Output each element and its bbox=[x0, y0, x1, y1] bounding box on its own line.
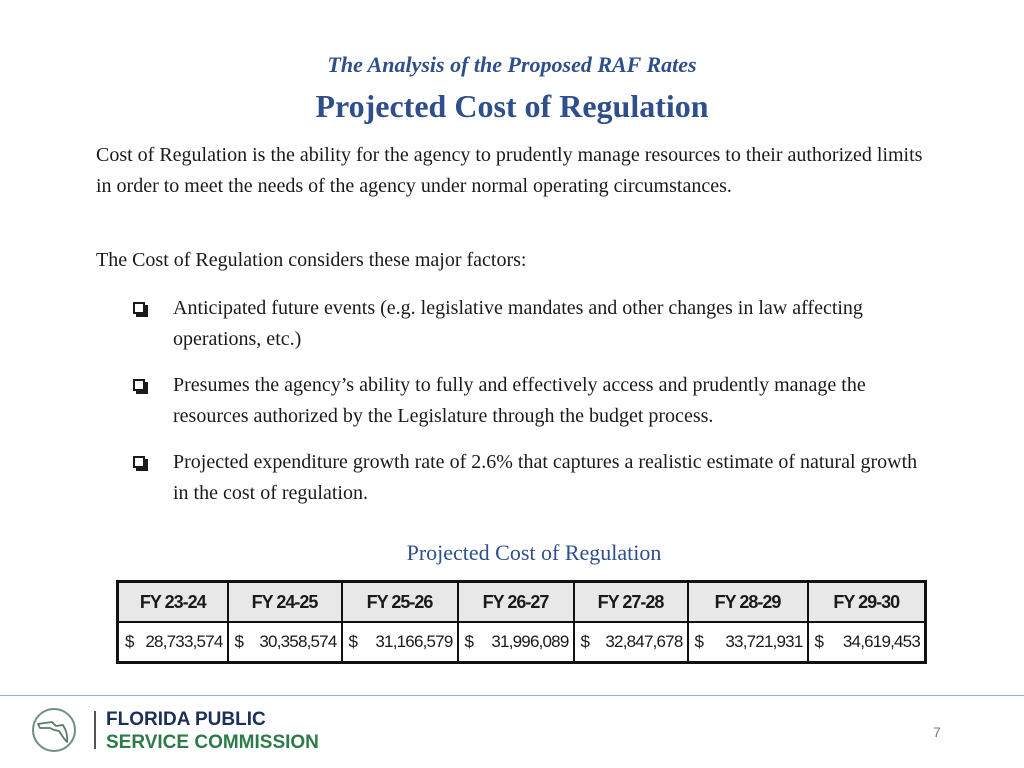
checkbox-bullet-icon bbox=[133, 379, 145, 391]
bullet-text: Projected expenditure growth rate of 2.6% that captures a realistic estimate of natural growth in the cost of regulation. bbox=[173, 451, 918, 504]
table-header-cell: FY 26-27 bbox=[458, 582, 574, 623]
table-cell bbox=[808, 622, 926, 663]
currency-symbol: $ bbox=[348, 632, 358, 651]
factors-heading: The Cost of Regulation considers these major factors: bbox=[96, 249, 527, 271]
bullet-text: Anticipated future events (e.g. legislative mandates and other changes in law affecting operations, etc.) bbox=[173, 297, 863, 350]
checkbox-bullet-icon bbox=[133, 456, 145, 468]
org-name-line2: SERVICE COMMISSION bbox=[106, 732, 319, 753]
table-cell bbox=[688, 622, 808, 663]
slide-title: Projected Cost of Regulation bbox=[315, 88, 709, 124]
bullet-text: Presumes the agency’s ability to fully and effectively access and prudently manage the resources authorized by the Legislature through the budget process. bbox=[173, 374, 866, 427]
table-header-cell: FY 25-26 bbox=[342, 582, 458, 623]
table-header-cell: FY 27-28 bbox=[574, 582, 688, 623]
cost-value: 30,358,574 bbox=[259, 632, 337, 651]
checkbox-bullet-icon bbox=[133, 302, 145, 314]
currency-symbol: $ bbox=[464, 632, 474, 651]
table-header-row bbox=[118, 582, 926, 623]
cost-value: 28,733,574 bbox=[145, 632, 223, 651]
table-header-cell: FY 24-25 bbox=[228, 582, 342, 623]
table-cell bbox=[342, 622, 458, 663]
logo-divider bbox=[94, 711, 96, 749]
cost-table bbox=[116, 580, 927, 664]
currency-symbol: $ bbox=[125, 632, 134, 651]
table-header-cell: FY 23-24 bbox=[118, 582, 228, 623]
table-cell bbox=[458, 622, 574, 663]
cost-value: 31,996,089 bbox=[491, 632, 569, 651]
cost-value: 32,847,678 bbox=[605, 632, 683, 651]
footer-divider bbox=[0, 695, 1024, 696]
currency-symbol: $ bbox=[694, 632, 704, 651]
florida-psc-logo-icon bbox=[30, 706, 78, 754]
page-number: 7 bbox=[933, 724, 941, 740]
currency-symbol: $ bbox=[234, 632, 244, 651]
slide-subtitle: The Analysis of the Proposed RAF Rates bbox=[327, 52, 697, 77]
table-cell bbox=[228, 622, 342, 663]
currency-symbol: $ bbox=[814, 632, 824, 651]
cost-value: 34,619,453 bbox=[842, 632, 920, 651]
org-name-line1: FLORIDA PUBLIC bbox=[106, 709, 266, 730]
currency-symbol: $ bbox=[580, 632, 590, 651]
table-cell bbox=[574, 622, 688, 663]
table-header-cell: FY 29-30 bbox=[808, 582, 926, 623]
org-name bbox=[106, 708, 319, 754]
table-header-cell: FY 28-29 bbox=[688, 582, 808, 623]
table-cell bbox=[118, 622, 228, 663]
cost-value: 33,721,931 bbox=[725, 632, 803, 651]
cost-value: 31,166,579 bbox=[375, 632, 453, 651]
table-title: Projected Cost of Regulation bbox=[406, 540, 662, 565]
table-row bbox=[118, 622, 926, 663]
intro-paragraph: Cost of Regulation is the ability for the agency to prudently manage resources to their authorized limits in order to meet the needs of the agency under normal operating circumstances. bbox=[96, 144, 923, 197]
